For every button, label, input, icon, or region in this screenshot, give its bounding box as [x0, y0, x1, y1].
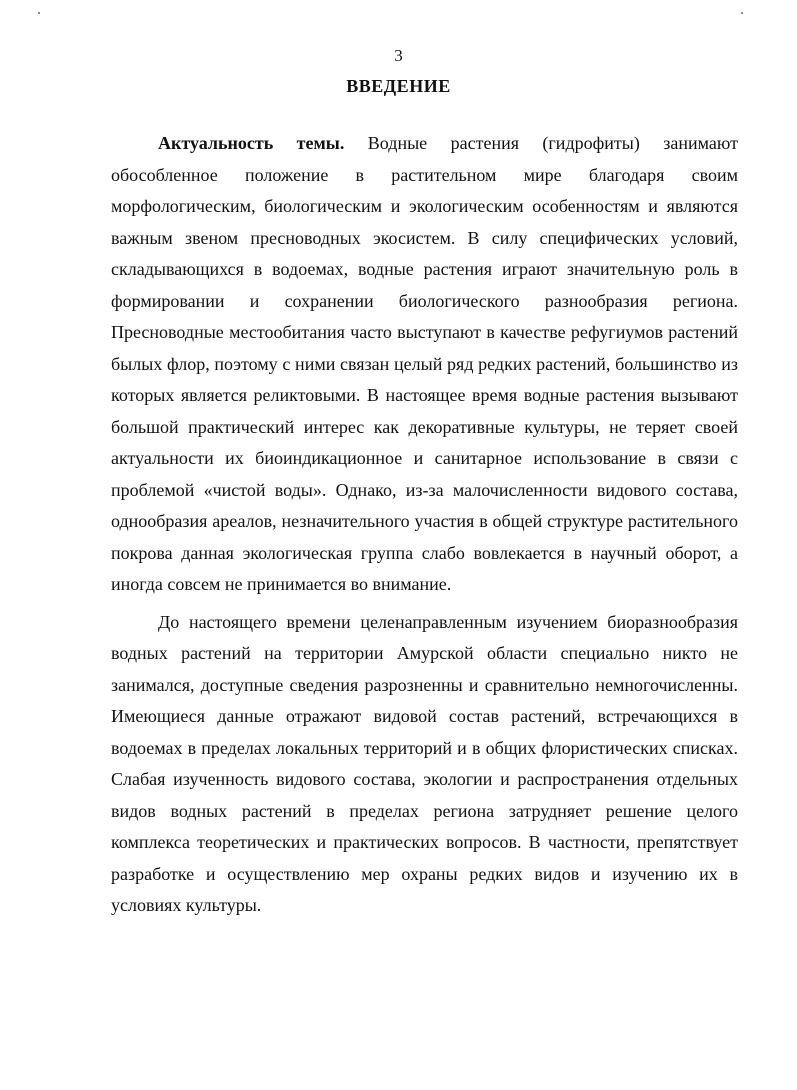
paragraph-body: До настоящего времени целенаправленным изучением биоразнообразия водных растений на территории Амурской области специально никто не занимался, доступные сведения разрозненны и сравнительно немногочисленны. Имеющиеся данные отражают видовой состав растений, встречающихся в водоемах в пределах локальных территорий и в общих флористических списках. Слабая изученность видового состава, экологии и распространения отдельных видов водных растений в пределах региона затрудняет решение целого комплекса теоретических и практических вопросов. В частности, препятствует разработке и осуществлению мер охраны редких видов и изучению их в условиях культуры. [111, 611, 738, 915]
section-heading: ВВЕДЕНИЕ [346, 76, 451, 96]
page-number: 3 [394, 46, 403, 65]
paragraph-body: Водные растения (гидрофиты) занимают обособленное положение в растительном мире благодаря своим морфологическим, биологическим и экологическим особенностям и являются важным звеном пресноводных экосистем. В силу специфических условий, складывающихся в водоемах, водные растения играют значительную роль в формировании и сохранении биологического разнообразия региона. Пресноводные местообитания часто выступают в качестве рефугиумов растений былых флор, поэтому с ними связан целый ряд редких растений, большинство из которых является реликтовыми. В настоящее время водные растения вызывают большой практический интерес как декоративные культуры, не теряет своей актуальности их биоиндикационное и санитарное использование в связи с проблемой «чистой воды». Однако, из-за малочисленности видового состава, однообразия ареалов, незначительного участия в общей структуре растительного покрова данная экологическая группа слабо вовлекается в научный оборот, а иногда совсем не принимается во внимание. [111, 133, 739, 594]
scan-speck [38, 12, 40, 14]
scan-speck [741, 12, 743, 14]
paragraph-study-status [111, 607, 738, 922]
body-text [111, 128, 738, 922]
paragraph-relevance [111, 128, 738, 601]
paragraph-lead: Актуальность темы. [158, 133, 345, 153]
